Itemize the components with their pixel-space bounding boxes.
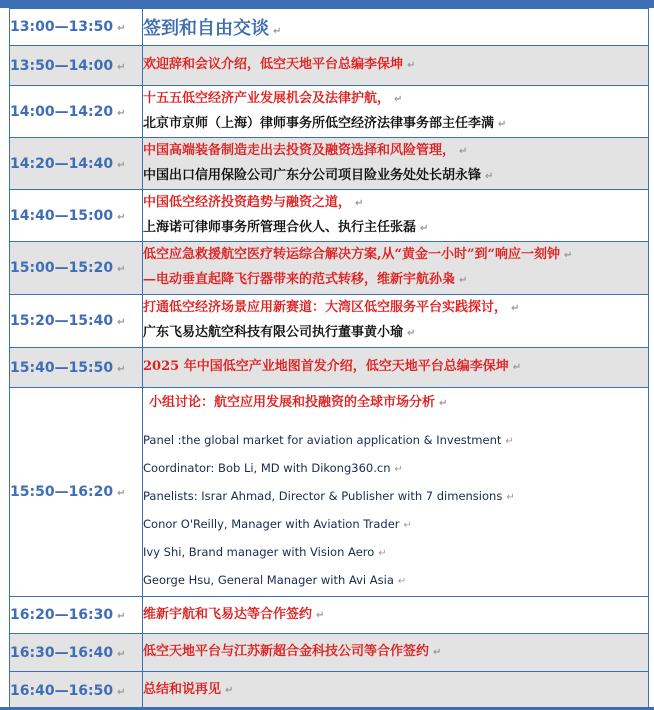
- paragraph-mark-icon: ↵: [316, 609, 325, 621]
- agenda-line: [143, 216, 648, 241]
- panel-line: [143, 427, 648, 455]
- agenda-table: [9, 8, 649, 710]
- agenda-line: [143, 355, 648, 380]
- line-text: Panel :the global market for aviation application & Investment: [143, 432, 502, 447]
- content-cell: [143, 295, 649, 348]
- agenda-row: [10, 138, 649, 190]
- paragraph-mark-icon: ↵: [459, 145, 468, 157]
- line-text: 十五五低空经济产业发展机会及法律护航，: [143, 90, 391, 106]
- paragraph-mark-icon: ↵: [117, 317, 126, 328]
- paragraph-mark-icon: ↵: [485, 170, 494, 182]
- top-border-band: [0, 0, 654, 8]
- paragraph-mark-icon: ↵: [117, 488, 126, 499]
- paragraph-mark-icon: ↵: [117, 264, 126, 275]
- line-text: 广东飞易达航空科技有限公司执行董事黄小瑜: [143, 325, 404, 340]
- paragraph-mark-icon: ↵: [355, 197, 364, 209]
- time-cell: [10, 190, 143, 242]
- content-cell: [143, 190, 649, 242]
- paragraph-mark-icon: ↵: [394, 463, 403, 475]
- paragraph-mark-icon: ↵: [117, 611, 126, 622]
- agenda-row: [10, 348, 649, 388]
- time-cell: [10, 9, 143, 46]
- time-label: 15:50—16:20: [10, 484, 114, 500]
- line-text: 维新宇航和飞易达等合作签约: [143, 606, 313, 622]
- paragraph-mark-icon: ↵: [563, 250, 573, 261]
- time-label: 16:30—16:40: [10, 644, 114, 661]
- line-text: 低空应急救援航空医疗转运综合解决方案,从“黄金一小时”到“响应一刻钟: [143, 247, 560, 262]
- line-text: 欢迎辞和会议介绍，低空天地平台总编李保坤: [143, 57, 404, 72]
- line-text: Ivy Shi, Brand manager with Vision Aero: [143, 544, 375, 559]
- agenda-line: [143, 678, 648, 703]
- line-text: 中国低空经济投资趋势与融资之道，: [143, 194, 352, 210]
- agenda-row: [10, 388, 649, 597]
- content-cell: [143, 242, 649, 295]
- line-text: —电动垂直起降飞行器带来的范式转移，维新宇航孙枭: [143, 272, 456, 287]
- agenda-row: [10, 295, 649, 348]
- agenda-row: [10, 242, 649, 295]
- paragraph-mark-icon: ↵: [117, 648, 126, 660]
- content-cell: [143, 9, 649, 46]
- agenda-line: [143, 139, 648, 164]
- time-label: 14:00—14:20: [10, 103, 114, 120]
- agenda-row: [10, 86, 649, 138]
- time-cell: [10, 46, 143, 86]
- paragraph-mark-icon: ↵: [506, 491, 515, 503]
- time-label: 16:40—16:50: [10, 682, 114, 699]
- paragraph-mark-icon: ↵: [117, 23, 126, 34]
- agenda-row: [10, 9, 649, 46]
- agenda-row: [10, 46, 649, 86]
- agenda-line: [143, 296, 648, 321]
- agenda-row: [10, 634, 649, 672]
- paragraph-mark-icon: ↵: [433, 647, 442, 658]
- time-cell: [10, 672, 143, 710]
- time-cell: [10, 634, 143, 672]
- panel-heading-text: 小组讨论：航空应用发展和投融资的全球市场分析: [149, 394, 436, 410]
- paragraph-mark-icon: ↵: [407, 60, 416, 71]
- time-label: 14:40—15:00: [10, 207, 114, 224]
- paragraph-mark-icon: ↵: [512, 362, 522, 373]
- paragraph-mark-icon: ↵: [225, 685, 234, 696]
- line-text: 中国高端装备制造走出去投资及融资选择和风险管理，: [143, 142, 456, 158]
- agenda-row: [10, 597, 649, 634]
- paragraph-mark-icon: ↵: [403, 519, 412, 531]
- agenda-line: [143, 112, 648, 137]
- agenda-body: [10, 9, 649, 710]
- line-text: 北京市京师（上海）律师事务所低空经济法律事务部主任李满: [143, 115, 495, 131]
- panel-line: [143, 483, 648, 511]
- paragraph-mark-icon: ↵: [117, 363, 126, 375]
- paragraph-mark-icon: ↵: [397, 575, 407, 587]
- paragraph-mark-icon: ↵: [117, 211, 126, 223]
- paragraph-mark-icon: ↵: [117, 686, 126, 698]
- time-cell: [10, 138, 143, 190]
- line-text: 上海诺可律师事务所管理合伙人、执行主任张磊: [143, 219, 417, 235]
- panel-line: [143, 455, 648, 483]
- line-text: 2025 年中国低空产业地图首发介绍，低空天地平台总编李保坤: [143, 359, 509, 374]
- time-label: 13:50—14:00: [10, 57, 114, 74]
- agenda-line: [143, 603, 648, 628]
- line-text: Panelists: Israr Ahmad, Director & Publisher with 7 dimensions: [143, 488, 503, 503]
- time-label: 15:40—15:50: [10, 359, 114, 376]
- paragraph-mark-icon: ↵: [117, 61, 126, 73]
- line-text: Coordinator: Bob Li, MD with Dikong360.cn: [143, 460, 391, 475]
- paragraph-mark-icon: ↵: [378, 547, 387, 559]
- paragraph-mark-icon: ↵: [511, 303, 520, 314]
- time-cell: [10, 597, 143, 634]
- paragraph-mark-icon: ↵: [117, 159, 126, 171]
- panel-line: [143, 539, 648, 567]
- session-title: [143, 14, 648, 40]
- panel-line: [143, 511, 648, 539]
- paragraph-mark-icon: ↵: [498, 118, 507, 130]
- time-cell: [10, 242, 143, 295]
- line-text: Conor O'Reilly, Manager with Aviation Trader: [143, 516, 400, 531]
- paragraph-mark-icon: ↵: [117, 107, 126, 119]
- time-cell: [10, 86, 143, 138]
- content-cell: [143, 634, 649, 672]
- time-label: 15:20—15:40: [10, 313, 114, 329]
- paragraph-mark-icon: ↵: [439, 397, 448, 409]
- line-text: 打通低空经济场景应用新赛道：大湾区低空服务平台实践探讨，: [143, 300, 508, 315]
- agenda-line: [143, 321, 648, 346]
- agenda-line: [143, 53, 648, 78]
- agenda-line: [143, 87, 648, 112]
- paragraph-mark-icon: ↵: [420, 222, 429, 234]
- agenda-line: [143, 243, 648, 268]
- time-cell: [10, 348, 143, 388]
- content-cell: [143, 388, 649, 597]
- paragraph-mark-icon: ↵: [459, 275, 468, 286]
- agenda-line: [143, 640, 648, 665]
- agenda-row: [10, 672, 649, 710]
- line-text: 总结和说再见: [143, 682, 222, 697]
- line-text: George Hsu, General Manager with Avi Asia: [143, 572, 394, 587]
- content-cell: [143, 348, 649, 388]
- paragraph-mark-icon: ↵: [505, 435, 514, 447]
- time-cell: [10, 295, 143, 348]
- panel-line: [143, 567, 648, 595]
- content-cell: [143, 672, 649, 710]
- line-text: 中国出口信用保险公司广东分公司项目险业务处处长胡永锋: [143, 167, 482, 183]
- time-label: 16:20—16:30: [10, 607, 114, 623]
- content-cell: [143, 597, 649, 634]
- content-cell: [143, 138, 649, 190]
- line-text: 签到和自由交谈: [143, 18, 269, 39]
- agenda-line: [143, 268, 648, 293]
- content-cell: [143, 46, 649, 86]
- line-text: 低空天地平台与江苏新超合金科技公司等合作签约: [143, 644, 430, 659]
- panel-heading: [143, 390, 648, 417]
- agenda-line: [143, 191, 648, 216]
- agenda-row: [10, 190, 649, 242]
- content-cell: [143, 86, 649, 138]
- paragraph-mark-icon: ↵: [407, 328, 416, 339]
- time-label: 15:00—15:20: [10, 260, 114, 276]
- agenda-line: [143, 164, 648, 189]
- paragraph-mark-icon: ↵: [394, 93, 403, 105]
- time-label: 13:00—13:50: [10, 19, 114, 35]
- time-label: 14:20—14:40: [10, 155, 114, 172]
- time-cell: [10, 388, 143, 597]
- paragraph-mark-icon: ↵: [273, 26, 282, 37]
